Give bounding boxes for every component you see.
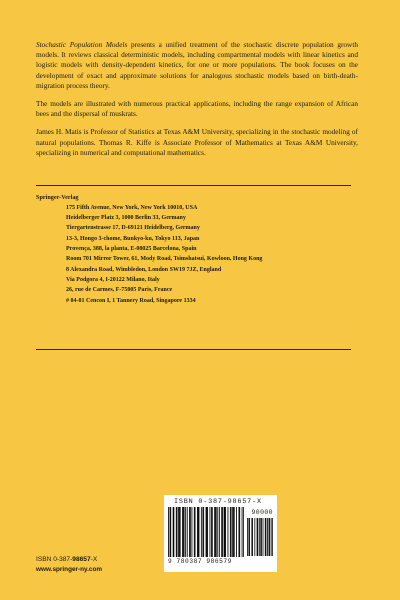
barcode-isbn-label: ISBN 0-387-98657-X: [174, 498, 262, 506]
ean-barcode-bars: [168, 507, 244, 557]
price-code: 90000: [251, 509, 273, 516]
barcode-bar: [269, 518, 270, 556]
description-paragraph-2: The models are illustrated with numerous practical applications, including the range expansion of African bees and the dispersal of muskrats.: [36, 99, 358, 119]
barcode-bar: [215, 507, 216, 557]
barcode-bar: [266, 518, 267, 556]
barcode-bar: [265, 518, 266, 556]
barcode-bar: [230, 507, 231, 557]
barcode-bar: [261, 518, 262, 556]
barcode-bar: [192, 507, 193, 557]
barcode-bar: [212, 507, 213, 557]
barcode-bar: [232, 507, 233, 557]
barcode-bar: [224, 507, 225, 557]
barcode-bar: [257, 518, 258, 556]
barcode-bar: [228, 507, 229, 557]
barcode-bar: [180, 507, 181, 557]
barcode-bar: [269, 518, 270, 556]
author-bio-paragraph: James H. Matis is Professor of Statistics at Texas A&M University, specializing in the stochastic modeling of natural populations. Thomas R. Kiffe is Associate Professor of Mathematics at Texas A&M University, specializing in numerical and computational mathematics.: [36, 127, 358, 157]
barcode-bar: [203, 507, 204, 557]
barcode-bar: [187, 507, 188, 557]
isbn-text: [36, 556, 97, 563]
barcode-bar: [170, 507, 171, 557]
publisher-website: www.springer-ny.com: [36, 566, 103, 573]
address-item: Heidelberger Platz 3, 1000 Berlin 33, Germany: [66, 214, 186, 221]
ean-digits: 9 780387 986579: [168, 558, 232, 565]
barcode-bar: [257, 518, 258, 556]
barcode-bar: [236, 507, 237, 557]
barcode-bar: [198, 507, 199, 557]
barcode-bar: [170, 507, 171, 557]
barcode-bar: [173, 507, 174, 557]
barcode-bar: [247, 518, 248, 556]
isbn-suffix: -X: [90, 556, 98, 563]
description-paragraph-1: [36, 40, 358, 91]
divider-bottom: [36, 349, 351, 350]
book-title: Stochastic Population Models: [36, 40, 128, 49]
publisher-name: Springer-Verlag: [36, 194, 79, 201]
barcode-bar: [194, 507, 195, 557]
barcode-bar: [173, 507, 174, 557]
barcode-bar: [233, 507, 234, 557]
barcode-bar: [225, 507, 226, 557]
address-item: Provença, 388, la planta, E-08025 Barcelona, Spain: [66, 245, 197, 252]
address-item: 8 Alexandra Road, Wimbledon, London SW19 7JZ, England: [66, 266, 222, 273]
barcode-bar: [221, 507, 222, 557]
barcode-bar: [239, 507, 240, 557]
barcode-bar: [243, 507, 244, 557]
address-item: Room 701 Mirror Tower, 61, Mody Road, Tsimshatsui, Kowloon, Hong Kong: [66, 256, 263, 263]
barcode-bar: [271, 518, 272, 556]
address-item: # 04-01 Cencon I, 1 Tannery Road, Singapore 1334: [66, 297, 196, 304]
barcode-bar: [267, 518, 268, 556]
barcode-bar: [272, 518, 273, 556]
barcode-bar: [249, 518, 250, 556]
publisher-address-list: [36, 203, 356, 306]
barcode-bar: [263, 518, 264, 556]
barcode-bar: [206, 507, 207, 557]
divider-top: [36, 185, 351, 186]
address-item: 26, rue de Carmes, F-75005 Paris, France: [66, 287, 173, 294]
barcode-bar: [190, 507, 191, 557]
book-description: [36, 40, 358, 166]
barcode-bar: [252, 518, 253, 556]
barcode-bar: [168, 507, 169, 557]
barcode-bar: [217, 507, 218, 557]
barcode-bar: [178, 507, 179, 557]
barcode-bar: [176, 507, 177, 557]
barcode-bar: [211, 507, 212, 557]
address-item: Via Podgora 4, I-20122 Milano, Italy: [66, 276, 160, 283]
isbn-barcode: [164, 495, 277, 572]
barcode-bar: [242, 507, 243, 557]
barcode-bar: [260, 518, 261, 556]
barcode-bar: [234, 507, 235, 557]
barcode-bar: [207, 507, 208, 557]
description-text-1: presents a unified treatment of the stochastic discrete population growth models. It reviews classical deterministic models, including compartmental models with linear kinetics and logistic models with density-dependent kinetics, for one or more populations. The book focuses on the development of exact and approximate solutions for analogous stochastic models based on birth-death-migration process theory.: [36, 40, 359, 90]
address-item: 175 Fifth Avenue, New York, New York 10010, USA: [66, 204, 198, 211]
barcode-bar: [259, 518, 260, 556]
barcode-bar: [239, 507, 240, 557]
barcode-bar: [179, 507, 180, 557]
barcode-bar: [210, 507, 211, 557]
isbn-prefix: ISBN 0-387-: [36, 556, 73, 563]
barcode-bar: [206, 507, 207, 557]
price-barcode-bars: [247, 518, 273, 556]
barcode-bar: [254, 518, 255, 556]
barcode-bar: [222, 507, 223, 557]
barcode-bar: [182, 507, 183, 557]
barcode-bar: [195, 507, 196, 557]
isbn-bold-part: 98657: [72, 556, 91, 563]
barcode-bar: [177, 507, 178, 557]
barcode-bar: [185, 507, 186, 557]
barcode-bar: [183, 507, 184, 557]
address-item: Tiergartenstrasse 17, D-69121 Heidelberg, Germany: [66, 225, 200, 232]
barcode-bar: [219, 507, 220, 557]
barcode-bar: [231, 507, 232, 557]
publisher-block: [36, 193, 356, 306]
barcode-bar: [248, 518, 249, 556]
barcode-bar: [189, 507, 190, 557]
barcode-bar: [199, 507, 200, 557]
barcode-bar: [202, 507, 203, 557]
barcode-row: [168, 507, 273, 557]
barcode-bar: [251, 518, 252, 556]
address-item: 13-3, Hongo 3-chome, Bunkyo-ku, Tokyo 113, Japan: [66, 235, 200, 242]
barcode-bar: [214, 507, 215, 557]
barcode-bar: [201, 507, 202, 557]
barcode-bar: [184, 507, 185, 557]
barcode-bar: [216, 507, 217, 557]
barcode-bar: [197, 507, 198, 557]
barcode-bar: [224, 507, 225, 557]
